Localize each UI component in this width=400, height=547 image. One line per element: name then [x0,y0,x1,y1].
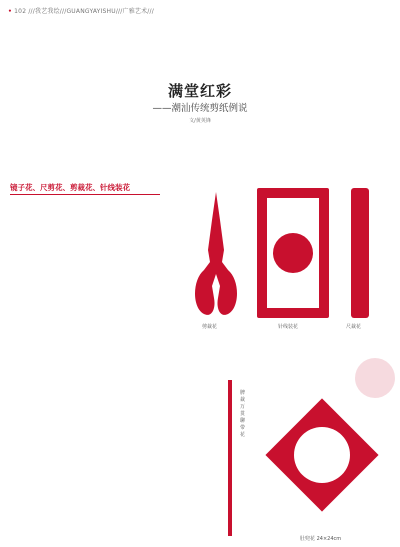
caption-ruler: 尺裁花 [346,324,362,330]
caption-window: 肚兜花 24×24cm [300,536,342,542]
decorative-paper-cut [352,355,398,401]
window-paper-cut [252,385,392,525]
section-rule-1 [10,194,160,195]
caption-panel: 针线装花 [278,324,299,330]
running-head-text: ///我艺我绘///GUANGYAYISHU///广雅艺术/// [28,8,154,15]
ruler-paper-cut [345,186,375,320]
caption-hanging: 脾裁万贯聊带花 [240,390,246,438]
article-title: 满堂红彩 [167,82,232,100]
article-author: 文/黄英锋 [189,118,211,124]
panel-paper-cut [255,186,331,320]
bullet-icon: • [8,8,13,15]
section-heading-1: 镜子花、尺剪花、剪裁花、针线装花 [10,183,130,192]
page-number: 102 [14,8,27,15]
scissors-paper-cut [190,190,242,320]
hanging-paper-cut [222,378,238,538]
caption-scissors: 剪裁花 [202,324,218,330]
running-header [8,6,154,15]
article-subtitle: ——潮汕传统剪纸例说 [152,103,248,114]
